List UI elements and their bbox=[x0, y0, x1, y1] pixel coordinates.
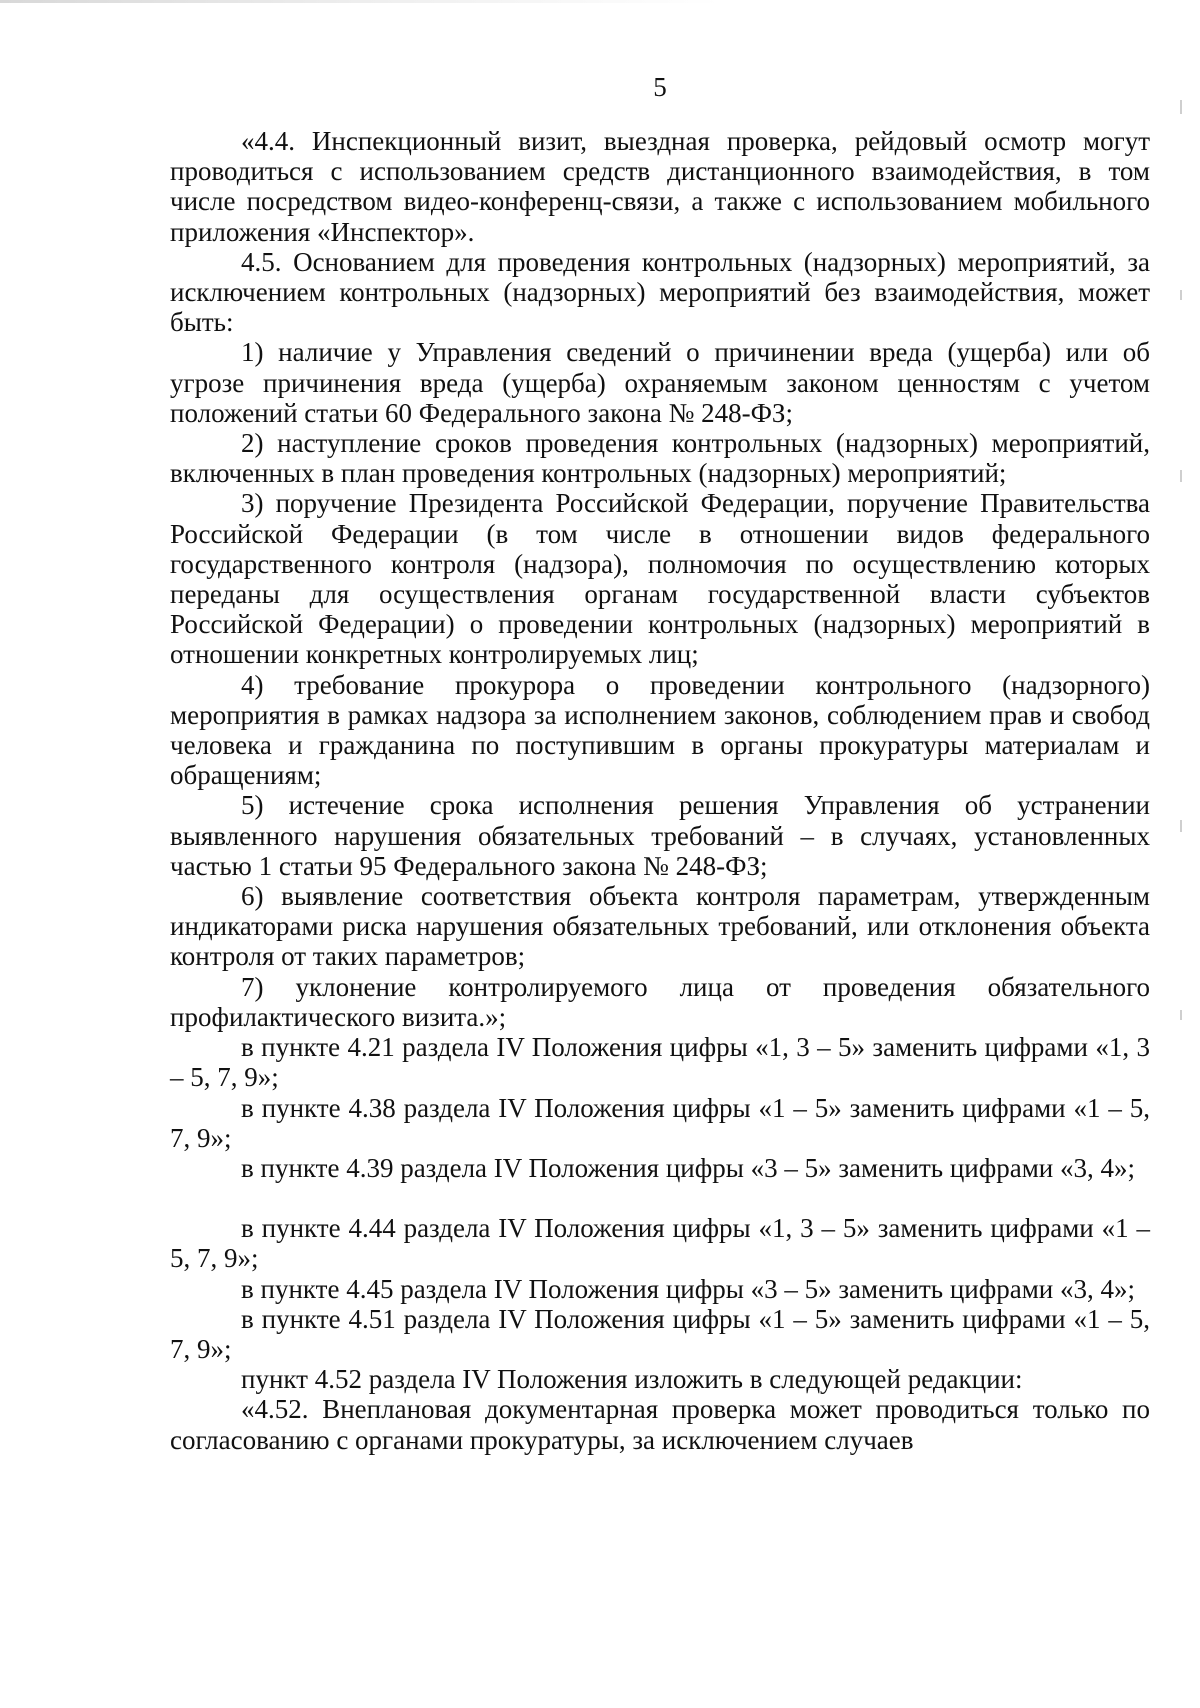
list-item-3: 3) поручение Президента Российской Федерации, поручение Правительства Российской Федерации (в том числе в отношении видов федерального государственного контроля (надзора), полномочия по осуществлению которых переданы для осуществления органам государственной власти субъектов Российской Федерации) о проведении контрольных (надзорных) мероприятий в отношении конкретных контролируемых лиц; bbox=[170, 488, 1150, 670]
scan-margin-mark bbox=[1180, 100, 1182, 114]
list-item-5: 5) истечение срока исполнения решения Управления об устранении выявленного нарушения обязательных требований – в случаях, установленных частью 1 статьи 95 Федерального закона № 248-ФЗ; bbox=[170, 790, 1150, 881]
amendment-4-38: в пункте 4.38 раздела IV Положения цифры «1 – 5» заменить цифрами «1 – 5, 7, 9»; bbox=[170, 1092, 1150, 1153]
scan-margin-mark bbox=[1180, 1010, 1182, 1020]
amendment-4-44: в пункте 4.44 раздела IV Положения цифры «1, 3 – 5» заменить цифрами «1 – 5, 7, 9»; bbox=[170, 1213, 1150, 1274]
document-body bbox=[170, 126, 1150, 1455]
paragraph-4-4: «4.4. Инспекционный визит, выездная проверка, рейдовый осмотр могут проводиться с использованием средств дистанционного взаимодействия, в том числе посредством видео-конференц-связи, а также с использованием мобильного приложения «Инспектор». bbox=[170, 126, 1150, 247]
amendment-4-51: в пункте 4.51 раздела IV Положения цифры «1 – 5» заменить цифрами «1 – 5, 7, 9»; bbox=[170, 1303, 1150, 1364]
list-item-7: 7) уклонение контролируемого лица от проведения обязательного профилактического визита.»; bbox=[170, 971, 1150, 1032]
amendment-4-52-intro: пункт 4.52 раздела IV Положения изложить в следующей редакции: bbox=[241, 1364, 1023, 1395]
list-item-6: 6) выявление соответствия объекта контроля параметрам, утвержденным индикаторами риска нарушения обязательных требований, или отклонения объекта контроля от таких параметров; bbox=[170, 881, 1150, 972]
page-number: 5 bbox=[653, 72, 667, 102]
scan-margin-mark bbox=[1180, 290, 1182, 300]
scan-margin-mark bbox=[1180, 820, 1182, 832]
amendment-4-39: в пункте 4.39 раздела IV Положения цифры «3 – 5» заменить цифрами «3, 4»; bbox=[241, 1152, 1136, 1183]
amendment-4-45: в пункте 4.45 раздела IV Положения цифры «3 – 5» заменить цифрами «3, 4»; bbox=[241, 1273, 1136, 1304]
scan-top-edge bbox=[0, 0, 1200, 3]
amendment-4-21: в пункте 4.21 раздела IV Положения цифры «1, 3 – 5» заменить цифрами «1, 3 – 5, 7, 9»; bbox=[170, 1032, 1150, 1093]
paragraph-4-52: «4.52. Внеплановая документарная проверка может проводиться только по согласованию с органами прокуратуры, за исключением случаев bbox=[170, 1394, 1150, 1455]
paragraph-4-5: 4.5. Основанием для проведения контрольных (надзорных) мероприятий, за исключением контрольных (надзорных) мероприятий без взаимодействия, может быть: bbox=[170, 246, 1150, 338]
list-item-1: 1) наличие у Управления сведений о причинении вреда (ущерба) или об угрозе причинения вреда (ущерба) охраняемым законом ценностям с учетом положений статьи 60 Федерального закона № 248-ФЗ; bbox=[170, 337, 1150, 428]
list-item-2: 2) наступление сроков проведения контрольных (надзорных) мероприятий, включенных в план проведения контрольных (надзорных) мероприятий; bbox=[170, 428, 1150, 489]
list-item-4: 4) требование прокурора о проведении контрольного (надзорного) мероприятия в рамках надзора за исполнением законов, соблюдением прав и свобод человека и гражданина по поступившим в органы прокуратуры материалам и обращениям; bbox=[170, 669, 1150, 791]
scan-margin-mark bbox=[1180, 470, 1182, 482]
